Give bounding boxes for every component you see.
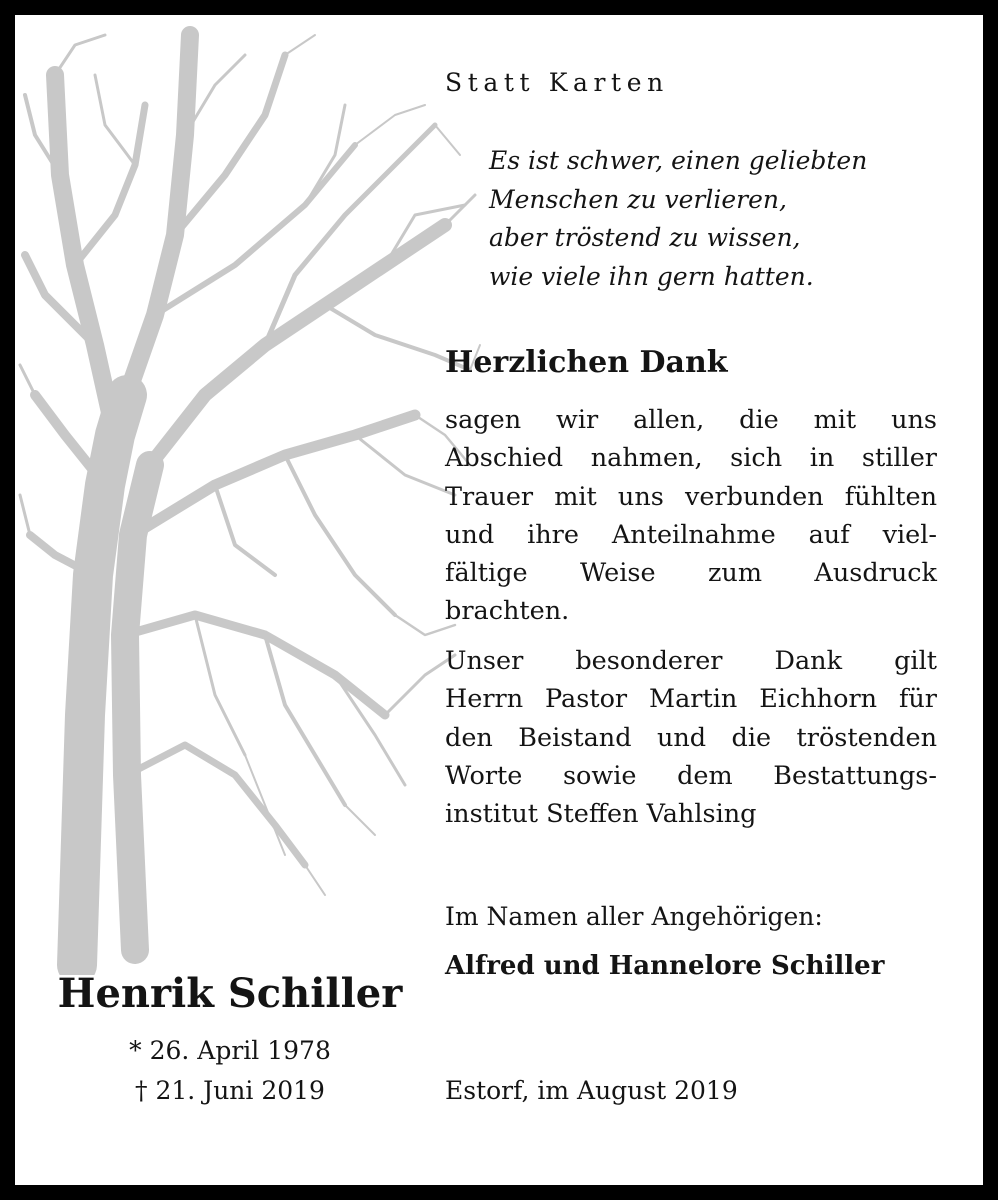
poem-line: aber tröstend zu wissen, bbox=[489, 223, 801, 252]
paragraph-line: institut Steffen Vahlsing bbox=[445, 799, 757, 830]
poem bbox=[489, 142, 867, 296]
on-behalf-line: Im Namen aller Angehörigen: bbox=[445, 902, 823, 931]
poem-line: Es ist schwer, einen geliebten bbox=[489, 146, 868, 175]
poem-line: Menschen zu verlieren, bbox=[489, 184, 787, 214]
paragraph-line: Abschied nahmen, sich in stiller bbox=[445, 443, 937, 474]
birth-date: * 26. April 1978 bbox=[129, 1036, 331, 1065]
paragraph-line: Herrn Pastor Martin Eichhorn für bbox=[445, 684, 937, 715]
paragraph-line: Worte sowie dem Bestattungs- bbox=[445, 760, 937, 791]
bare-tree-illustration bbox=[15, 15, 485, 975]
paragraph-line: sagen wir allen, die mit uns bbox=[445, 405, 937, 435]
paragraph-line: und ihre Anteilnahme auf viel- bbox=[445, 519, 937, 550]
paragraph-line: brachten. bbox=[445, 596, 570, 627]
signers-names: Alfred und Hannelore Schiller bbox=[445, 951, 885, 981]
deceased-name: Henrik Schiller bbox=[57, 970, 403, 1017]
thanks-paragraph-2 bbox=[445, 642, 937, 833]
paragraph-line: den Beistand und die tröstenden bbox=[445, 722, 937, 753]
header-statt-karten: Statt Karten bbox=[445, 68, 669, 97]
paragraph-line: Unser besonderer Dank gilt bbox=[445, 646, 937, 676]
poem-line: wie viele ihn gern hatten. bbox=[489, 261, 814, 291]
place-and-date: Estorf, im August 2019 bbox=[445, 1076, 738, 1105]
thanks-paragraph-1 bbox=[445, 401, 937, 631]
paragraph-line: fältige Weise zum Ausdruck bbox=[445, 558, 937, 589]
paragraph-line: Trauer mit uns verbunden fühlten bbox=[445, 481, 937, 512]
thanks-heading: Herzlichen Dank bbox=[445, 345, 728, 380]
death-date: † 21. Juni 2019 bbox=[135, 1076, 325, 1105]
